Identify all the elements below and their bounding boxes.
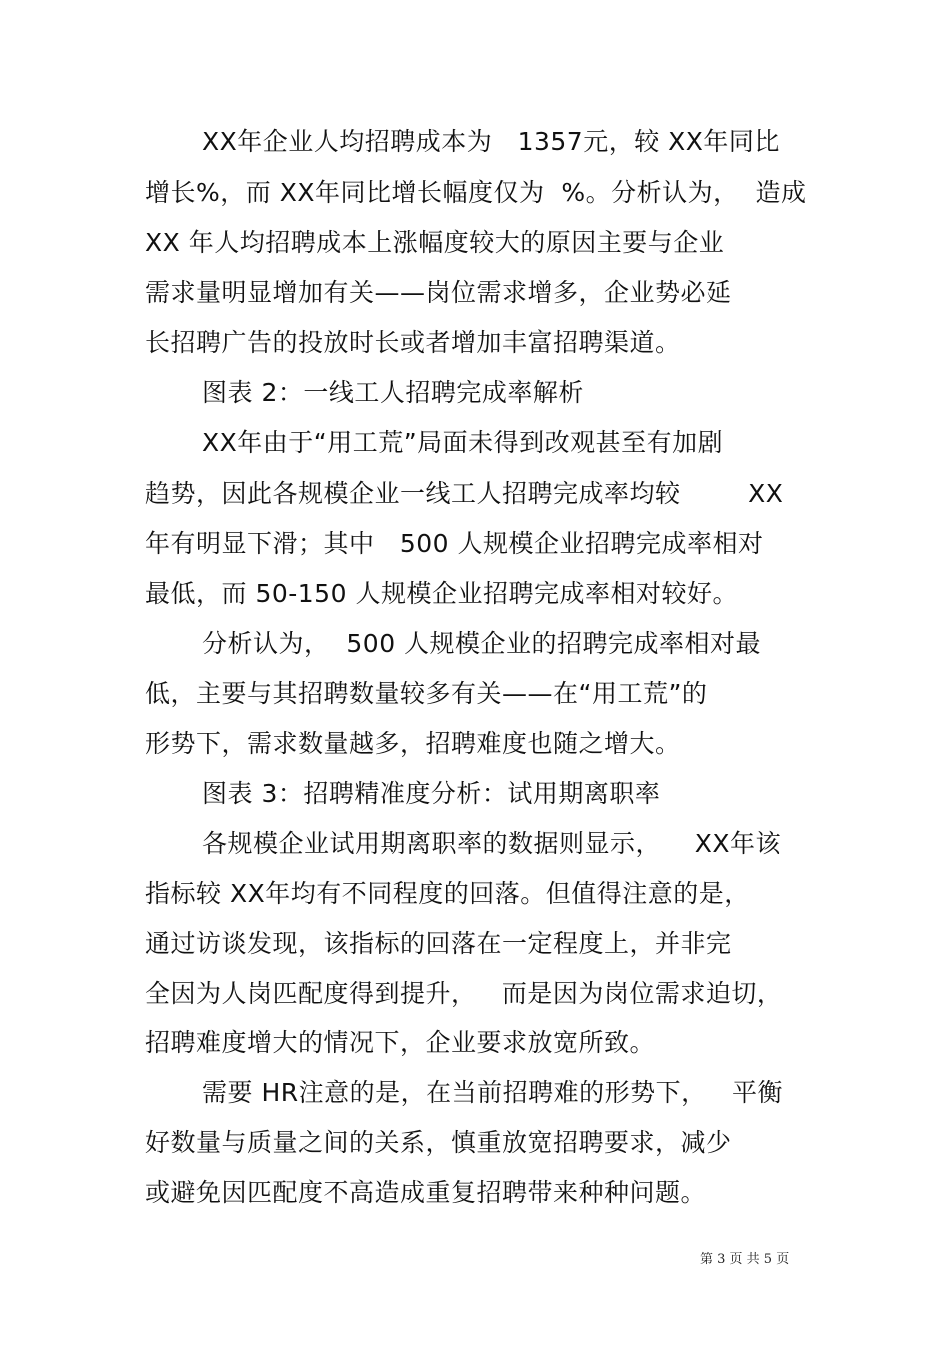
paragraph-line: 指标较 XX年均有不同程度的回落。但值得注意的是， [145, 879, 750, 908]
paragraph-line: 通过访谈发现，该指标的回落在一定程度上，并非完 [145, 929, 732, 958]
paragraph-line: 增长%，而 XX年同比增长幅度仅为 %。分析认为， 造成 [145, 178, 807, 207]
paragraph-line: XX年企业人均招聘成本为 1357元，较 XX年同比 [202, 127, 780, 156]
paragraph-line: 分析认为， 500 人规模企业的招聘完成率相对最 [202, 629, 762, 658]
paragraph-line: 招聘难度增大的情况下，企业要求放宽所致。 [145, 1028, 656, 1057]
figure-caption: 图表 2：一线工人招聘完成率解析 [202, 378, 584, 407]
paragraph-line: 趋势，因此各规模企业一线工人招聘完成率均较 XX [145, 479, 784, 508]
paragraph-line: 形势下，需求数量越多，招聘难度也随之增大。 [145, 729, 681, 758]
paragraph-line: 各规模企业试用期离职率的数据则显示， XX年该 [202, 829, 782, 858]
paragraph-line: 年有明显下滑；其中 500 人规模企业招聘完成率相对 [145, 529, 764, 558]
paragraph-line: XX年由于“用工荒”局面未得到改观甚至有加剧 [202, 428, 724, 457]
paragraph-line: 需求量明显增加有关——岗位需求增多，企业势必延 [145, 278, 732, 307]
figure-caption: 图表 3：招聘精准度分析：试用期离职率 [202, 779, 661, 808]
paragraph-line: 长招聘广告的投放时长或者增加丰富招聘渠道。 [145, 328, 681, 357]
paragraph-line: 需要 HR注意的是，在当前招聘难的形势下， 平衡 [202, 1078, 783, 1107]
paragraph-line: 或避免因匹配度不高造成重复招聘带来种种问题。 [145, 1178, 707, 1207]
paragraph-line: 全因为人岗匹配度得到提升， 而是因为岗位需求迫切， [145, 979, 783, 1008]
paragraph-line: 低，主要与其招聘数量较多有关——在“用工荒”的 [145, 679, 708, 708]
paragraph-line: 好数量与质量之间的关系，慎重放宽招聘要求，减少 [145, 1128, 732, 1157]
page-number-footer: 第 3 页 共 5 页 [700, 1252, 790, 1267]
paragraph-line: 最低，而 50-150 人规模企业招聘完成率相对较好。 [145, 579, 738, 608]
paragraph-line: XX 年人均招聘成本上涨幅度较大的原因主要与企业 [145, 228, 725, 257]
